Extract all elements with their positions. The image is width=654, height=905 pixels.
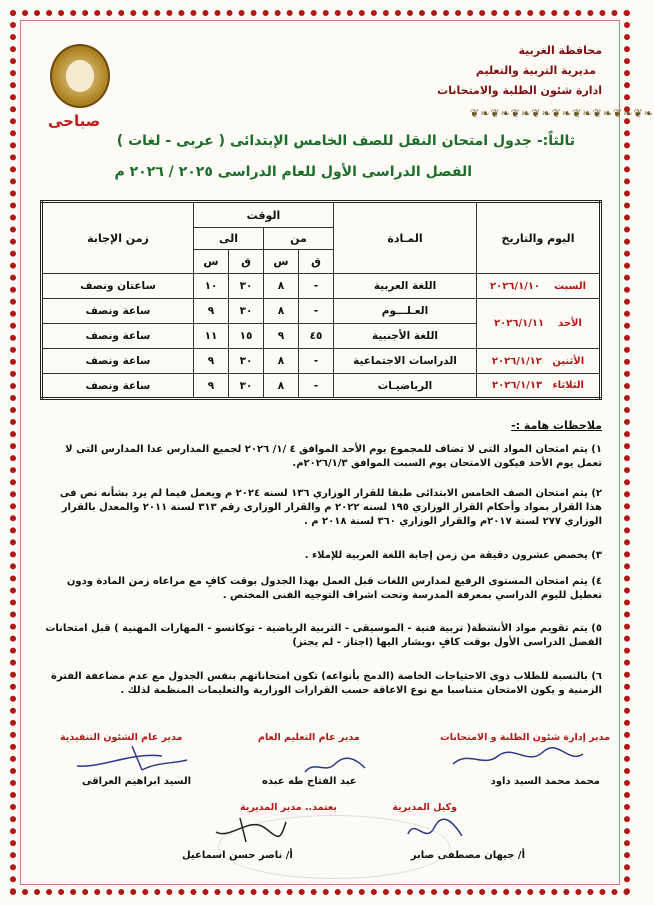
subject-cell: العـلـــوم (334, 299, 477, 324)
duration-cell: ساعة ونصف (42, 324, 194, 349)
shift-label: صباحى (48, 112, 101, 130)
from-q-cell: - (299, 299, 334, 324)
header-from-s: س (264, 250, 299, 274)
exam-schedule-table (40, 200, 602, 400)
table-row (42, 349, 601, 374)
schedule-subtitle: الفصل الدراسى الأول للعام الدراسى ٢٠٢٥ / ٢٠٢٦ م (114, 164, 472, 180)
duration-cell: ساعة ونصف (42, 374, 194, 399)
note-item: ٦) بالنسبة للطلاب ذوى الاحتياجات الخاصة (الدمج بأنواعه) تكون امتحاناتهم بنفس الجدول مع عدم مضاعفة الفترة الزمنية و يكون الامتحان متناسبا مع نوع الاعاقة حسب القرارات الوزارية والتعليمات المنظمة لذلك . (51, 671, 602, 696)
directorate-label: مديرية التربية والتعليم (475, 64, 596, 77)
from-s-cell: ٨ (264, 349, 299, 374)
from-s-cell: ٨ (264, 374, 299, 399)
duration-cell: ساعتان ونصف (42, 274, 194, 299)
to-s-cell: ١١ (194, 324, 229, 349)
note-item: ٣) يخصص عشرون دقيقة من زمن إجابة اللغة العربية للإملاء . (304, 550, 602, 561)
date-label: ٢٠٢٦/١/١١ (494, 318, 545, 329)
signature-title: يعتمد.. مدير المديرية (240, 802, 337, 813)
to-s-cell: ١٠ (194, 274, 229, 299)
header-duration: زمن الإجابة (42, 202, 194, 274)
subject-cell: الدراسات الاجتماعية (334, 349, 477, 374)
date-label: ٢٠٢٦/١/١٢ (491, 355, 542, 367)
from-s-cell: ٨ (264, 274, 299, 299)
governorate-logo (50, 44, 110, 108)
day-date-cell (477, 274, 601, 299)
day-label: الأحد (558, 318, 582, 329)
to-q-cell: ٣٠ (229, 299, 264, 324)
signature-mark (448, 746, 588, 772)
from-q-cell: - (299, 374, 334, 399)
header-to-s: س (194, 250, 229, 274)
date-label: ٢٠٢٦/١/١٣ (492, 380, 543, 391)
to-q-cell: ١٥ (229, 324, 264, 349)
day-label: السبت (553, 280, 586, 292)
header-time: الوقت (194, 202, 334, 228)
signature-name: محمد محمد السيد داود (490, 776, 600, 787)
to-q-cell: ٣٠ (229, 374, 264, 399)
day-label: الثلاثاء (552, 380, 584, 391)
table-row (42, 274, 601, 299)
note-item: ١) يتم امتحان المواد التى لا تضاف للمجموع يوم الأحد الموافق ٤ /١/ ٢٠٢٦ لجميع المدارس عدا المدارس التى لا تعمل يوم الأحد فيكون الامتحان يوم السبت الموافق ٢٠٢٦/١/٣م. (65, 444, 602, 469)
subject-cell: اللغة العربية (334, 274, 477, 299)
department-label: ادارة شئون الطلبة والامتحانات (437, 84, 602, 97)
ornament-divider: ❦❧❦❧❦❧❦❧❦❧❦❧❦❧❦❧❦❧ (470, 107, 654, 120)
signature-name: أ/ جيهان مصطفى صابر (410, 850, 525, 861)
header-to: الى (194, 228, 264, 250)
table-row (42, 374, 601, 399)
header-from-q: ق (299, 250, 334, 274)
to-q-cell: ٣٠ (229, 349, 264, 374)
day-date-cell (477, 349, 601, 374)
from-s-cell: ٩ (264, 324, 299, 349)
signature-name: عبد الفتاح طه عبده (262, 776, 357, 787)
signature-title: وكيل المديرية (392, 802, 457, 813)
governorate-label: محافظة الغربية (518, 44, 602, 57)
from-s-cell: ٨ (264, 299, 299, 324)
note-item: ٢) يتم امتحان الصف الخامس الابتدائى طبقا للقرار الوزاري ١٣٦ لسنه ٢٠٢٤ م ويعمل فيما لم يرد بشأنه نص فى هذا القرار بمواد وأحكام القرار الوزاري ١٩٥ لسنه ٢٠٢٢ م والقرار الوزارى رقم ٣١٣ لسنة ٢٠١١ والمعدل بالقرار الوزاري ٢٧٧ لسنة ٢٠١٧م والقرار الوزاري ٣٦٠ لسنة ٢٠١٨ م . (59, 488, 602, 527)
date-label: ٢٠٢٦/١/١٠ (490, 280, 541, 292)
duration-cell: ساعة ونصف (42, 349, 194, 374)
note-item: ٤) يتم امتحان المستوى الرفيع لمدارس اللغات قبل العمل بهذا الجدول بوقت كافٍ مع مراعاه زمن المادة ودون تعطيل لليوم الدراسي بمعرفة المدرسة وتحت اشراف التوجيه الفنى المختص . (66, 576, 602, 601)
from-q-cell: - (299, 349, 334, 374)
signature-mark (210, 810, 290, 846)
signature-name: السيد ابراهيم العراقى (82, 776, 192, 787)
header-day-date: اليوم والتاريخ (477, 202, 601, 274)
notes-title: ملاحظات هامة :- (511, 419, 602, 432)
from-q-cell: - (299, 274, 334, 299)
signature-title: مدير عام التعليم العام (258, 732, 360, 743)
subject-cell: اللغة الأجنبية (334, 324, 477, 349)
header-to-q: ق (229, 250, 264, 274)
subject-cell: الرياضيـات (334, 374, 477, 399)
to-s-cell: ٩ (194, 349, 229, 374)
to-s-cell: ٩ (194, 299, 229, 324)
day-label: الأثنين (552, 355, 585, 367)
table-row (42, 299, 601, 324)
signature-title: مدير عام الشئون التنفيذية (60, 732, 183, 743)
header-from: من (264, 228, 334, 250)
day-date-cell (477, 374, 601, 399)
signature-mark (72, 742, 192, 774)
from-q-cell: ٤٥ (299, 324, 334, 349)
signature-name: أ/ ناصر حسن اسماعيل (182, 850, 293, 861)
schedule-title: ثالثاً:- جدول امتحان النقل للصف الخامس الإبتدائى ( عربى - لغات ) (116, 133, 575, 149)
duration-cell: ساعة ونصف (42, 299, 194, 324)
signature-title: مدير إدارة شئون الطلبة و الامتحانات (440, 732, 610, 743)
signature-mark (300, 752, 370, 778)
to-s-cell: ٩ (194, 374, 229, 399)
day-date-cell (477, 299, 601, 349)
note-item: ٥) يتم تقويم مواد الأنشطة( تربية فنية - الموسيقى - التربية الرياضية - توكاتسو - المهارات المهنية ) قبل امتحانات الفصل الدراسى الأول بوقت كافٍ ،ويشار اليها (اجتاز - لم يجتز) (45, 623, 602, 648)
to-q-cell: ٣٠ (229, 274, 264, 299)
header-subject: المـادة (334, 202, 477, 274)
